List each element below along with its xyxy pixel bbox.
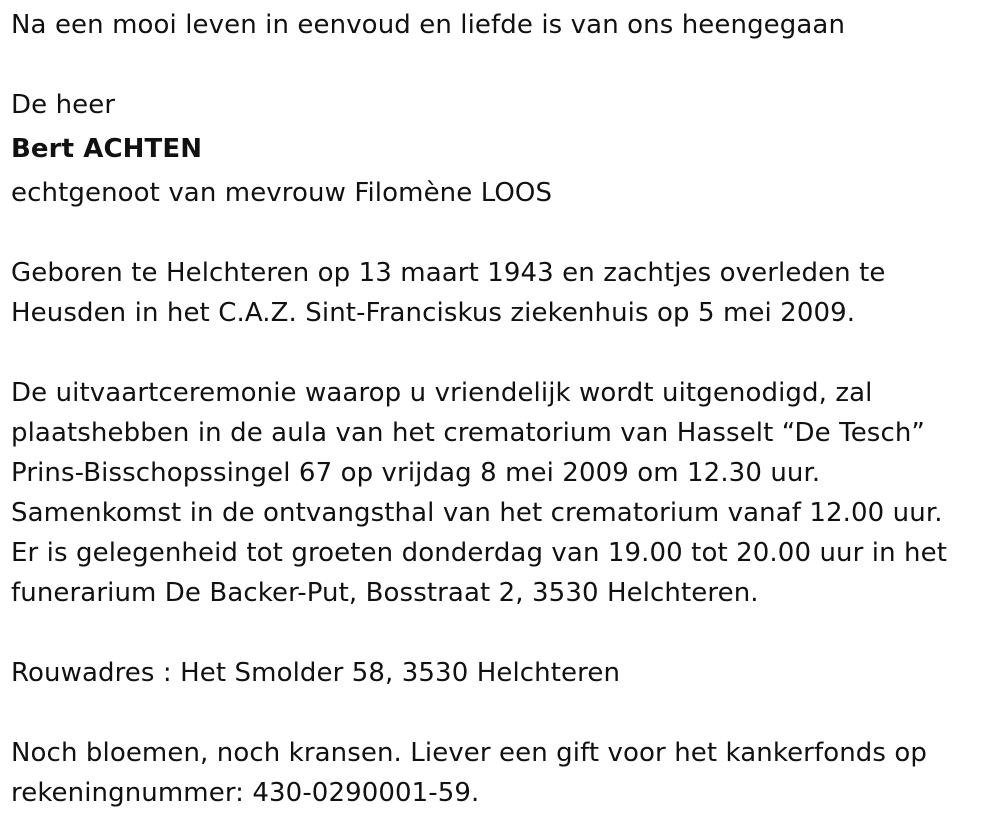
- paragraph-line: Heusden in het C.A.Z. Sint-Franciskus ziekenhuis op 5 mei 2009.: [11, 298, 856, 328]
- paragraph-line: Geboren te Helchteren op 13 maart 1943 en zachtjes overleden te: [11, 258, 886, 288]
- spacer: [11, 213, 1000, 253]
- spacer: [11, 45, 1000, 85]
- paragraph-line: rekeningnummer: 430-0290001-59.: [11, 778, 480, 808]
- closing-paragraph: [11, 733, 1000, 813]
- spacer: [11, 333, 1000, 373]
- paragraph-line: plaatshebben in de aula van het crematorium van Hasselt “De Tesch”: [11, 418, 925, 448]
- paragraph-line: Noch bloemen, noch kransen. Liever een gift voor het kankerfonds op: [11, 738, 928, 768]
- spacer: [11, 693, 1000, 733]
- paragraph-line: Samenkomst in de ontvangsthal van het crematorium vanaf 12.00 uur.: [11, 498, 943, 528]
- title-prefix: De heer: [11, 90, 116, 120]
- paragraph-line: Er is gelegenheid tot groeten donderdag van 19.00 tot 20.00 uur in het: [11, 538, 947, 568]
- birth-death-paragraph: [11, 253, 1000, 333]
- intro-text: Na een mooi leven in eenvoud en liefde is van ons heengegaan: [11, 10, 846, 40]
- ceremony-paragraph: [11, 373, 1000, 613]
- deceased-name: Bert ACHTEN: [11, 134, 203, 164]
- paragraph-line: funerarium De Backer-Put, Bosstraat 2, 3530 Helchteren.: [11, 578, 759, 608]
- paragraph-line: Prins-Bisschopssingel 67 op vrijdag 8 mei 2009 om 12.30 uur.: [11, 458, 821, 488]
- paragraph-line: De uitvaartceremonie waarop u vriendelijk wordt uitgenodigd, zal: [11, 378, 873, 408]
- mourning-address: Rouwadres : Het Smolder 58, 3530 Helchteren: [11, 658, 621, 688]
- spouse-text: echtgenoot van mevrouw Filomène LOOS: [11, 178, 553, 208]
- spacer: [11, 613, 1000, 653]
